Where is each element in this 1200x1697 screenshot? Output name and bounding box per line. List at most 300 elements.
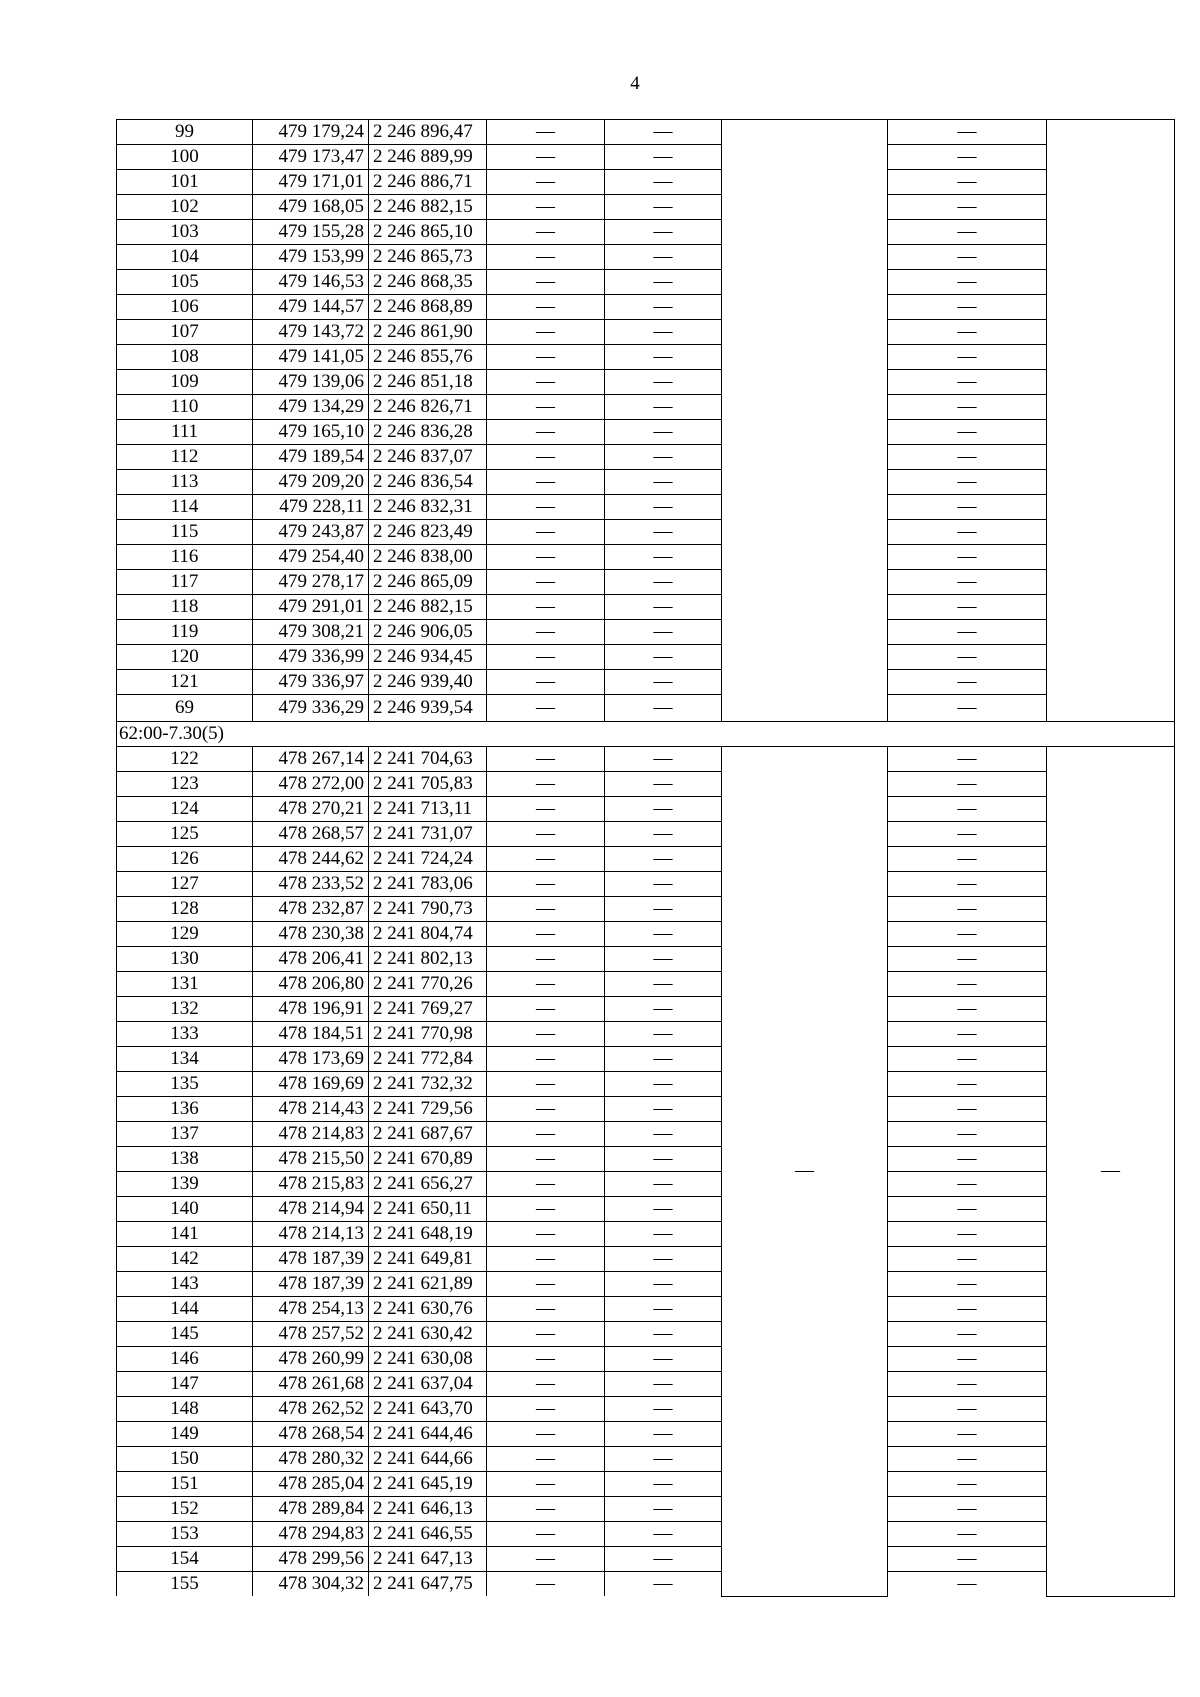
table-row [117, 595, 1175, 620]
point-number: 112 [117, 445, 253, 470]
dash-cell: — [487, 1447, 605, 1472]
dash-cell: — [487, 997, 605, 1022]
point-number: 139 [117, 1172, 253, 1197]
dash-cell: — [487, 1072, 605, 1097]
table-row [117, 545, 1175, 570]
coordinate-y: 2 246 836,28 [369, 420, 487, 445]
dash-cell: — [487, 345, 605, 370]
point-number: 110 [117, 395, 253, 420]
table-row [117, 1222, 1175, 1247]
table-row [117, 1397, 1175, 1422]
coordinate-y: 2 241 656,27 [369, 1172, 487, 1197]
coordinate-x: 478 214,94 [253, 1197, 369, 1222]
point-number: 124 [117, 797, 253, 822]
point-number: 148 [117, 1397, 253, 1422]
dash-cell: — [888, 470, 1047, 495]
dash-cell: — [487, 1097, 605, 1122]
dash-cell: — [605, 1097, 722, 1122]
dash-cell: — [888, 947, 1047, 972]
coordinate-y: 2 241 621,89 [369, 1272, 487, 1297]
dash-cell: — [888, 1047, 1047, 1072]
dash-cell: — [605, 695, 722, 722]
dash-cell: — [605, 1422, 722, 1447]
dash-cell: — [487, 1297, 605, 1322]
coordinate-x: 478 267,14 [253, 747, 369, 772]
dash-cell: — [888, 1547, 1047, 1572]
coordinate-y: 2 246 868,89 [369, 295, 487, 320]
dash-cell: — [888, 1322, 1047, 1347]
coordinate-y: 2 246 939,54 [369, 695, 487, 722]
dash-cell: — [605, 1322, 722, 1347]
point-number: 153 [117, 1522, 253, 1547]
merged-cell: — [1047, 747, 1175, 1597]
coordinate-x: 479 143,72 [253, 320, 369, 345]
point-number: 115 [117, 520, 253, 545]
table-row [117, 670, 1175, 695]
dash-cell: — [487, 295, 605, 320]
coordinate-y: 2 241 646,13 [369, 1497, 487, 1522]
point-number: 137 [117, 1122, 253, 1147]
coordinate-y: 2 241 647,75 [369, 1572, 487, 1597]
coordinate-x: 479 291,01 [253, 595, 369, 620]
merged-cell [1047, 120, 1175, 722]
table-row [117, 470, 1175, 495]
table-row [117, 747, 1175, 772]
coordinate-x: 479 168,05 [253, 195, 369, 220]
dash-cell: — [487, 1522, 605, 1547]
dash-cell: — [487, 120, 605, 145]
coordinate-y: 2 241 643,70 [369, 1397, 487, 1422]
dash-cell: — [888, 822, 1047, 847]
dash-cell: — [605, 195, 722, 220]
dash-cell: — [888, 320, 1047, 345]
coordinate-y: 2 241 783,06 [369, 872, 487, 897]
dash-cell: — [888, 220, 1047, 245]
coordinate-x: 479 146,53 [253, 270, 369, 295]
dash-cell: — [605, 1347, 722, 1372]
dash-cell: — [605, 145, 722, 170]
table-row [117, 1197, 1175, 1222]
coordinate-y: 2 241 732,32 [369, 1072, 487, 1097]
dash-cell: — [605, 1547, 722, 1572]
coordinate-y: 2 246 865,09 [369, 570, 487, 595]
point-number: 101 [117, 170, 253, 195]
coordinate-y: 2 241 630,76 [369, 1297, 487, 1322]
dash-cell: — [888, 170, 1047, 195]
point-number: 117 [117, 570, 253, 595]
coordinate-y: 2 241 713,11 [369, 797, 487, 822]
dash-cell: — [605, 370, 722, 395]
dash-cell: — [605, 1397, 722, 1422]
coordinate-x: 478 260,99 [253, 1347, 369, 1372]
coordinate-x: 479 209,20 [253, 470, 369, 495]
coordinate-y: 2 241 687,67 [369, 1122, 487, 1147]
point-number: 109 [117, 370, 253, 395]
coordinate-y: 2 246 836,54 [369, 470, 487, 495]
coordinates-table [116, 119, 1175, 1597]
table-row [117, 1422, 1175, 1447]
point-number: 130 [117, 947, 253, 972]
point-number: 155 [117, 1572, 253, 1597]
point-number: 143 [117, 1272, 253, 1297]
dash-cell: — [888, 797, 1047, 822]
coordinate-y: 2 246 939,40 [369, 670, 487, 695]
table-row [117, 620, 1175, 645]
dash-cell: — [888, 1372, 1047, 1397]
table-row [117, 1122, 1175, 1147]
dash-cell: — [605, 320, 722, 345]
dash-cell: — [605, 120, 722, 145]
coordinate-y: 2 246 882,15 [369, 195, 487, 220]
dash-cell: — [487, 170, 605, 195]
point-number: 141 [117, 1222, 253, 1247]
point-number: 131 [117, 972, 253, 997]
dash-cell: — [888, 1422, 1047, 1447]
dash-cell: — [605, 170, 722, 195]
coordinate-x: 478 187,39 [253, 1272, 369, 1297]
point-number: 116 [117, 545, 253, 570]
dash-cell: — [888, 420, 1047, 445]
dash-cell: — [487, 1422, 605, 1447]
coordinate-y: 2 241 729,56 [369, 1097, 487, 1122]
dash-cell: — [487, 872, 605, 897]
coordinate-y: 2 241 704,63 [369, 747, 487, 772]
point-number: 129 [117, 922, 253, 947]
coordinate-y: 2 241 630,42 [369, 1322, 487, 1347]
table-row [117, 1572, 1175, 1597]
table-row [117, 947, 1175, 972]
dash-cell: — [487, 270, 605, 295]
dash-cell: — [605, 1047, 722, 1072]
table-row [117, 1347, 1175, 1372]
merged-cell [722, 120, 888, 722]
coordinate-y: 2 246 855,76 [369, 345, 487, 370]
dash-cell: — [487, 1222, 605, 1247]
coordinate-y: 2 246 832,31 [369, 495, 487, 520]
table-row [117, 170, 1175, 195]
table-row [117, 1147, 1175, 1172]
dash-cell: — [487, 695, 605, 722]
dash-cell: — [605, 1022, 722, 1047]
dash-cell: — [888, 645, 1047, 670]
dash-cell: — [605, 1197, 722, 1222]
table-row [117, 997, 1175, 1022]
coordinate-x: 479 144,57 [253, 295, 369, 320]
coordinate-y: 2 241 646,55 [369, 1522, 487, 1547]
dash-cell: — [888, 520, 1047, 545]
point-number: 119 [117, 620, 253, 645]
dash-cell: — [605, 570, 722, 595]
coordinate-y: 2 246 851,18 [369, 370, 487, 395]
dash-cell: — [487, 1147, 605, 1172]
coordinate-y: 2 241 769,27 [369, 997, 487, 1022]
table-row [117, 420, 1175, 445]
dash-cell: — [888, 897, 1047, 922]
dash-cell: — [487, 797, 605, 822]
coordinate-y: 2 246 865,73 [369, 245, 487, 270]
point-number: 118 [117, 595, 253, 620]
coordinate-y: 2 241 790,73 [369, 897, 487, 922]
coordinate-y: 2 246 889,99 [369, 145, 487, 170]
coordinate-y: 2 246 896,47 [369, 120, 487, 145]
dash-cell: — [605, 1272, 722, 1297]
coordinate-x: 478 196,91 [253, 997, 369, 1022]
coordinate-y: 2 246 838,00 [369, 545, 487, 570]
dash-cell: — [605, 445, 722, 470]
coordinate-y: 2 246 826,71 [369, 395, 487, 420]
coordinate-x: 478 257,52 [253, 1322, 369, 1347]
page-number: 4 [630, 73, 640, 94]
table-row [117, 1247, 1175, 1272]
coordinate-x: 478 232,87 [253, 897, 369, 922]
coordinate-y: 2 246 868,35 [369, 270, 487, 295]
coordinate-y: 2 241 670,89 [369, 1147, 487, 1172]
point-number: 146 [117, 1347, 253, 1372]
table-row [117, 645, 1175, 670]
point-number: 106 [117, 295, 253, 320]
dash-cell: — [487, 245, 605, 270]
table-row [117, 345, 1175, 370]
coordinate-x: 478 289,84 [253, 1497, 369, 1522]
dash-cell: — [605, 395, 722, 420]
coordinate-y: 2 246 865,10 [369, 220, 487, 245]
dash-cell: — [487, 595, 605, 620]
dash-cell: — [888, 120, 1047, 145]
point-number: 149 [117, 1422, 253, 1447]
dash-cell: — [605, 972, 722, 997]
point-number: 102 [117, 195, 253, 220]
dash-cell: — [487, 947, 605, 972]
dash-cell: — [605, 220, 722, 245]
dash-cell: — [888, 997, 1047, 1022]
coordinate-y: 2 246 837,07 [369, 445, 487, 470]
dash-cell: — [888, 872, 1047, 897]
dash-cell: — [888, 922, 1047, 947]
point-number: 140 [117, 1197, 253, 1222]
table-row [117, 1497, 1175, 1522]
dash-cell: — [487, 145, 605, 170]
dash-cell: — [888, 1172, 1047, 1197]
point-number: 122 [117, 747, 253, 772]
table-row [117, 445, 1175, 470]
dash-cell: — [487, 1122, 605, 1147]
coordinate-x: 478 206,80 [253, 972, 369, 997]
point-number: 144 [117, 1297, 253, 1322]
point-number: 145 [117, 1322, 253, 1347]
coordinate-x: 478 299,56 [253, 1547, 369, 1572]
coordinate-x: 478 214,83 [253, 1122, 369, 1147]
coordinate-x: 479 165,10 [253, 420, 369, 445]
dash-cell: — [888, 570, 1047, 595]
dash-cell: — [605, 345, 722, 370]
coordinate-x: 479 155,28 [253, 220, 369, 245]
dash-cell: — [888, 1122, 1047, 1147]
dash-cell: — [487, 847, 605, 872]
dash-cell: — [487, 1247, 605, 1272]
dash-cell: — [605, 545, 722, 570]
dash-cell: — [487, 645, 605, 670]
dash-cell: — [888, 245, 1047, 270]
coordinate-x: 478 268,57 [253, 822, 369, 847]
table-row [117, 220, 1175, 245]
coordinate-x: 478 215,50 [253, 1147, 369, 1172]
dash-cell: — [605, 772, 722, 797]
coordinate-y: 2 241 724,24 [369, 847, 487, 872]
point-number: 127 [117, 872, 253, 897]
dash-cell: — [487, 1172, 605, 1197]
dash-cell: — [487, 1272, 605, 1297]
point-number: 105 [117, 270, 253, 295]
dash-cell: — [605, 495, 722, 520]
dash-cell: — [605, 270, 722, 295]
table-row [117, 1522, 1175, 1547]
coordinate-y: 2 241 772,84 [369, 1047, 487, 1072]
table-row [117, 495, 1175, 520]
coordinate-x: 478 244,62 [253, 847, 369, 872]
table-row [117, 145, 1175, 170]
table-row [117, 972, 1175, 997]
dash-cell: — [605, 295, 722, 320]
dash-cell: — [605, 897, 722, 922]
point-number: 107 [117, 320, 253, 345]
dash-cell: — [487, 1547, 605, 1572]
table-row [117, 1022, 1175, 1047]
coordinate-y: 2 241 770,98 [369, 1022, 487, 1047]
table-row [117, 897, 1175, 922]
table-row [117, 245, 1175, 270]
coordinate-y: 2 241 645,19 [369, 1472, 487, 1497]
table-row [117, 822, 1175, 847]
coordinate-x: 478 285,04 [253, 1472, 369, 1497]
dash-cell: — [888, 145, 1047, 170]
dash-cell: — [605, 1572, 722, 1597]
coordinate-x: 479 189,54 [253, 445, 369, 470]
point-number: 135 [117, 1072, 253, 1097]
dash-cell: — [487, 897, 605, 922]
table-row [117, 520, 1175, 545]
coordinate-x: 479 278,17 [253, 570, 369, 595]
dash-cell: — [888, 1472, 1047, 1497]
dash-cell: — [888, 1347, 1047, 1372]
dash-cell: — [888, 295, 1047, 320]
dash-cell: — [487, 1497, 605, 1522]
point-number: 138 [117, 1147, 253, 1172]
coordinate-x: 478 187,39 [253, 1247, 369, 1272]
dash-cell: — [888, 1097, 1047, 1122]
dash-cell: — [487, 1397, 605, 1422]
dash-cell: — [605, 645, 722, 670]
dash-cell: — [487, 972, 605, 997]
dash-cell: — [605, 470, 722, 495]
coordinate-y: 2 246 823,49 [369, 520, 487, 545]
point-number: 114 [117, 495, 253, 520]
point-number: 133 [117, 1022, 253, 1047]
dash-cell: — [487, 370, 605, 395]
dash-cell: — [605, 822, 722, 847]
dash-cell: — [487, 922, 605, 947]
coordinate-x: 478 261,68 [253, 1372, 369, 1397]
coordinate-x: 479 228,11 [253, 495, 369, 520]
dash-cell: — [605, 420, 722, 445]
table-row [117, 270, 1175, 295]
coordinate-y: 2 241 705,83 [369, 772, 487, 797]
table-row [117, 1372, 1175, 1397]
dash-cell: — [605, 747, 722, 772]
coordinate-y: 2 246 886,71 [369, 170, 487, 195]
table-row [117, 797, 1175, 822]
dash-cell: — [888, 1147, 1047, 1172]
dash-cell: — [487, 320, 605, 345]
dash-cell: — [888, 972, 1047, 997]
coordinate-y: 2 246 906,05 [369, 620, 487, 645]
dash-cell: — [487, 822, 605, 847]
point-number: 125 [117, 822, 253, 847]
dash-cell: — [888, 445, 1047, 470]
dash-cell: — [888, 1447, 1047, 1472]
point-number: 108 [117, 345, 253, 370]
dash-cell: — [487, 747, 605, 772]
coordinate-x: 478 270,21 [253, 797, 369, 822]
table-row [117, 872, 1175, 897]
table-row [117, 195, 1175, 220]
coordinate-y: 2 241 650,11 [369, 1197, 487, 1222]
dash-cell: — [487, 220, 605, 245]
coordinate-y: 2 241 644,46 [369, 1422, 487, 1447]
dash-cell: — [487, 570, 605, 595]
coordinate-x: 479 141,05 [253, 345, 369, 370]
dash-cell: — [888, 1572, 1047, 1597]
table-row [117, 922, 1175, 947]
dash-cell: — [487, 1347, 605, 1372]
coordinate-y: 2 241 649,81 [369, 1247, 487, 1272]
dash-cell: — [605, 1072, 722, 1097]
merged-cell: — [722, 747, 888, 1597]
table-row [117, 570, 1175, 595]
coordinate-x: 478 262,52 [253, 1397, 369, 1422]
dash-cell: — [888, 195, 1047, 220]
coordinate-x: 478 215,83 [253, 1172, 369, 1197]
coordinate-x: 479 254,40 [253, 545, 369, 570]
coordinate-x: 479 336,29 [253, 695, 369, 722]
point-number: 152 [117, 1497, 253, 1522]
dash-cell: — [605, 620, 722, 645]
coordinate-x: 479 243,87 [253, 520, 369, 545]
point-number: 150 [117, 1447, 253, 1472]
coordinate-x: 478 294,83 [253, 1522, 369, 1547]
coordinate-x: 479 179,24 [253, 120, 369, 145]
dash-cell: — [605, 1497, 722, 1522]
point-number: 123 [117, 772, 253, 797]
coordinate-x: 478 280,32 [253, 1447, 369, 1472]
dash-cell: — [487, 520, 605, 545]
table-row [117, 1547, 1175, 1572]
coordinate-x: 478 169,69 [253, 1072, 369, 1097]
dash-cell: — [605, 997, 722, 1022]
dash-cell: — [888, 695, 1047, 722]
coordinate-y: 2 241 804,74 [369, 922, 487, 947]
dash-cell: — [605, 1222, 722, 1247]
dash-cell: — [605, 1372, 722, 1397]
coordinate-x: 478 304,32 [253, 1572, 369, 1597]
point-number: 121 [117, 670, 253, 695]
dash-cell: — [888, 1197, 1047, 1222]
table-row [117, 1472, 1175, 1497]
coordinate-x: 479 308,21 [253, 620, 369, 645]
table-row [117, 1047, 1175, 1072]
coordinate-x: 478 230,38 [253, 922, 369, 947]
dash-cell: — [487, 195, 605, 220]
dash-cell: — [487, 670, 605, 695]
